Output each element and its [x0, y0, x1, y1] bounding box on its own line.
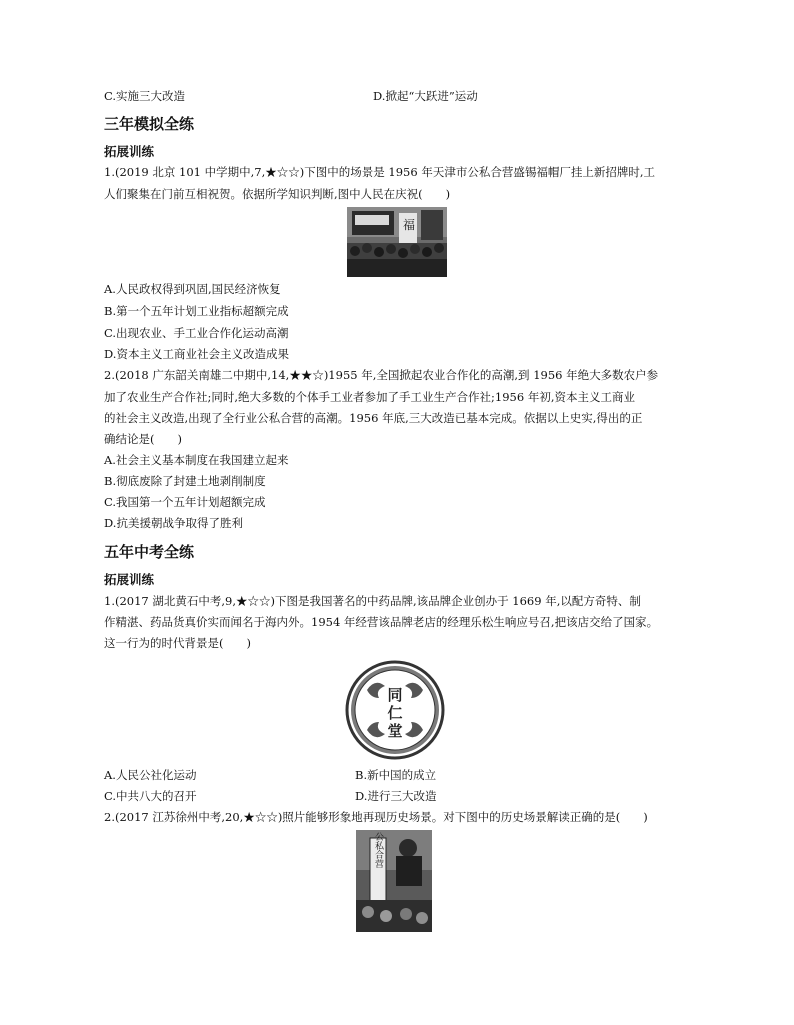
- section-title-three-year: 三年模拟全练: [104, 115, 195, 133]
- question-1-option-d: D.资本主义工商业社会主义改造成果: [104, 347, 289, 361]
- option-d-top: D.掀起“大跃进”运动: [373, 89, 478, 103]
- historical-scene-photo: [356, 830, 432, 932]
- factory-celebration-photo: [347, 207, 447, 277]
- question-2-option-d: D.抗美援朝战争取得了胜利: [104, 516, 243, 530]
- question-2-line-4: 确结论是( ): [104, 432, 182, 446]
- tongrentang-logo: [345, 660, 445, 760]
- question-3-line-2: 作精湛、药品货真价实而闻名于海内外。1954 年经营该品牌老店的经理乐松生响应号召,把该店交给了国家。: [104, 615, 659, 629]
- question-2-line-2: 加了农业生产合作社;同时,绝大多数的个体手工业者参加了手工业生产合作社;1956 年初,资本主义工商业: [104, 390, 635, 404]
- section-title-five-year: 五年中考全练: [104, 543, 195, 561]
- question-3-line-3: 这一行为的时代背景是( ): [104, 636, 251, 650]
- question-4-line-1: 2.(2017 江苏徐州中考,20,★☆☆)照片能够形象地再现历史场景。对下图中的历史场景解读正确的是( ): [104, 810, 648, 824]
- question-3-option-d: D.进行三大改造: [355, 789, 437, 803]
- question-1-line-1: 1.(2019 北京 101 中学期中,7,★☆☆)下图中的场景是 1956 年天津市公私合营盛锡福帽厂挂上新招牌时,工: [104, 165, 655, 179]
- question-2-line-1: 2.(2018 广东韶关南雄二中期中,14,★★☆)1955 年,全国掀起农业合作化的高潮,到 1956 年绝大多数农户参: [104, 368, 659, 382]
- question-1-option-a: A.人民政权得到巩固,国民经济恢复: [104, 282, 281, 296]
- photo-sign-text: 福: [403, 218, 416, 232]
- section-subtitle-2: 拓展训练: [104, 572, 155, 587]
- historical-photo-image: [356, 830, 432, 932]
- question-2-option-a: A.社会主义基本制度在我国建立起来: [104, 453, 289, 467]
- question-3-option-a: A.人民公社化运动: [104, 768, 197, 782]
- logo-char-2: 仁: [387, 704, 403, 722]
- seal-icon: [345, 660, 445, 760]
- question-1-line-2: 人们聚集在门前互相祝贺。依据所学知识判断,图中人民在庆祝( ): [104, 187, 451, 201]
- question-1-option-c: C.出现农业、手工业合作化运动高潮: [104, 326, 289, 340]
- question-2-option-b: B.彻底废除了封建土地剥削制度: [104, 474, 266, 488]
- section-subtitle: 拓展训练: [104, 144, 155, 159]
- logo-char-1: 同: [387, 686, 403, 704]
- logo-char-3: 堂: [387, 722, 403, 740]
- question-2-line-3: 的社会主义改造,出现了全行业公私合营的高潮。1956 年底,三大改造已基本完成。依据以上史实,得出的正: [104, 411, 643, 425]
- question-1-option-b: B.第一个五年计划工业指标超额完成: [104, 304, 289, 318]
- question-3-option-c: C.中共八大的召开: [104, 789, 197, 803]
- question-3-line-1: 1.(2017 湖北黄石中考,9,★☆☆)下图是我国著名的中药品牌,该品牌企业创办于 1669 年,以配方奇特、制: [104, 594, 641, 608]
- question-3-option-b: B.新中国的成立: [355, 768, 437, 782]
- option-c-top: C.实施三大改造: [104, 89, 186, 103]
- photo-banner-text: 公私合营: [373, 832, 383, 868]
- question-2-option-c: C.我国第一个五年计划超额完成: [104, 495, 266, 509]
- factory-photo-image: [347, 207, 447, 277]
